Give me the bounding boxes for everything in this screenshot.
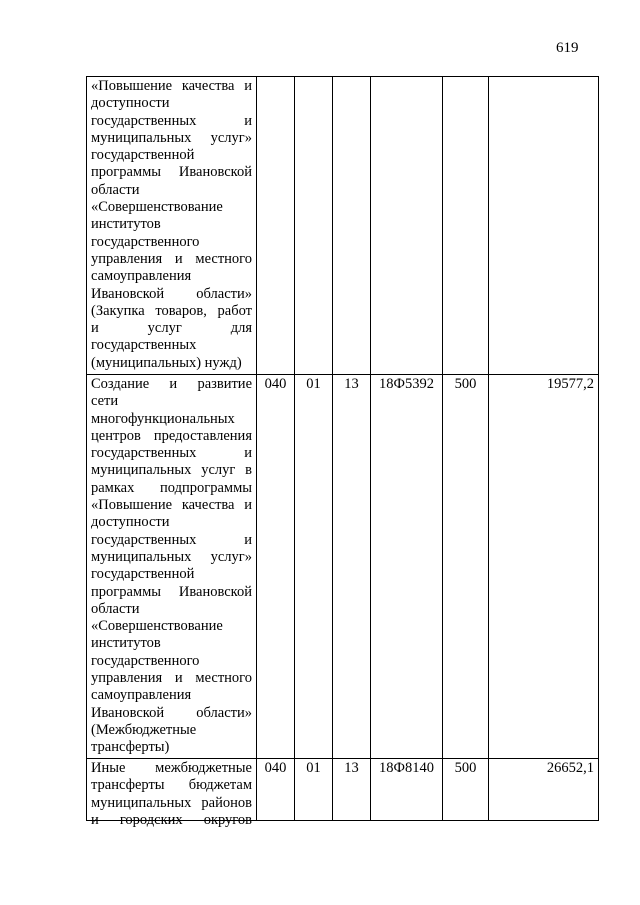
budget-table-body xyxy=(87,77,599,828)
description-line: Ивановской области» xyxy=(91,285,252,302)
description-line: «Повышение качества и xyxy=(91,78,252,94)
description-line: Иные межбюджетные xyxy=(91,760,252,776)
description-line: государственного xyxy=(91,233,200,250)
amount-cell: 19577,2 xyxy=(489,375,599,759)
description-line: трансферты) xyxy=(91,739,170,756)
description-line: доступности xyxy=(91,514,170,531)
description-line: государственных xyxy=(91,337,197,354)
description-line: (муниципальных) нужд) xyxy=(91,354,242,371)
description-line: области xyxy=(91,600,140,617)
description-line: институтов xyxy=(91,216,161,233)
description-line: программы Ивановской xyxy=(91,164,252,181)
description-line: и городских округов xyxy=(91,811,252,828)
admin-code-cell xyxy=(257,77,295,375)
description-line: Создание и развитие xyxy=(91,376,252,392)
section-code-cell: 01 xyxy=(295,375,333,759)
description-line: (Закупка товаров, работ xyxy=(91,302,252,319)
admin-code-cell: 040 xyxy=(257,759,295,821)
description-line: управления и местного xyxy=(91,670,252,687)
description-line: государственной xyxy=(91,147,195,164)
description-line: «Совершенствование xyxy=(91,618,223,635)
section-code-cell: 01 xyxy=(295,759,333,821)
budget-table xyxy=(86,76,599,828)
section-code-cell xyxy=(295,77,333,375)
row-description xyxy=(87,375,257,759)
description-line: «Повышение качества и xyxy=(91,497,252,514)
description-line: Ивановской области» xyxy=(91,704,252,721)
description-line: (Межбюджетные xyxy=(91,721,197,738)
description-line: трансферты бюджетам xyxy=(91,777,252,794)
description-line: области xyxy=(91,181,140,198)
description-line: государственных и xyxy=(91,445,252,462)
row-description xyxy=(87,759,257,828)
description-line: муниципальных услуг» xyxy=(91,129,252,146)
description-line: центров предоставления xyxy=(91,427,252,444)
target-article-cell: 18Ф8140 xyxy=(371,759,443,821)
description-line: самоуправления xyxy=(91,268,192,285)
description-line: и услуг для xyxy=(91,320,252,337)
row-description xyxy=(87,77,257,375)
table-row xyxy=(87,77,599,375)
table-row xyxy=(87,375,599,759)
description-line: государственного xyxy=(91,652,200,669)
admin-code-cell: 040 xyxy=(257,375,295,759)
description-line: государственных и xyxy=(91,531,252,548)
subsection-code-cell xyxy=(333,77,371,375)
page-number: 619 xyxy=(556,40,579,56)
table-row xyxy=(87,759,599,821)
description-line: муниципальных услуг в xyxy=(91,462,252,479)
amount-cell: 26652,1 xyxy=(489,759,599,821)
description-line: рамках подпрограммы xyxy=(91,479,252,496)
description-line: муниципальных районов xyxy=(91,794,252,811)
description-line: «Совершенствование xyxy=(91,199,223,216)
description-line: сети xyxy=(91,393,119,410)
expense-type-cell: 500 xyxy=(443,759,489,821)
target-article-cell xyxy=(371,77,443,375)
description-line: управления и местного xyxy=(91,250,252,267)
description-line: муниципальных услуг» xyxy=(91,548,252,565)
subsection-code-cell: 13 xyxy=(333,375,371,759)
description-line: самоуправления xyxy=(91,687,192,704)
target-article-cell: 18Ф5392 xyxy=(371,375,443,759)
amount-cell xyxy=(489,77,599,375)
description-line: институтов xyxy=(91,635,161,652)
description-line: государственной xyxy=(91,566,195,583)
description-line: доступности xyxy=(91,95,170,112)
expense-type-cell xyxy=(443,77,489,375)
description-line: программы Ивановской xyxy=(91,583,252,600)
description-line: многофункциональных xyxy=(91,410,235,427)
description-line: государственных и xyxy=(91,112,252,129)
expense-type-cell: 500 xyxy=(443,375,489,759)
subsection-code-cell: 13 xyxy=(333,759,371,821)
